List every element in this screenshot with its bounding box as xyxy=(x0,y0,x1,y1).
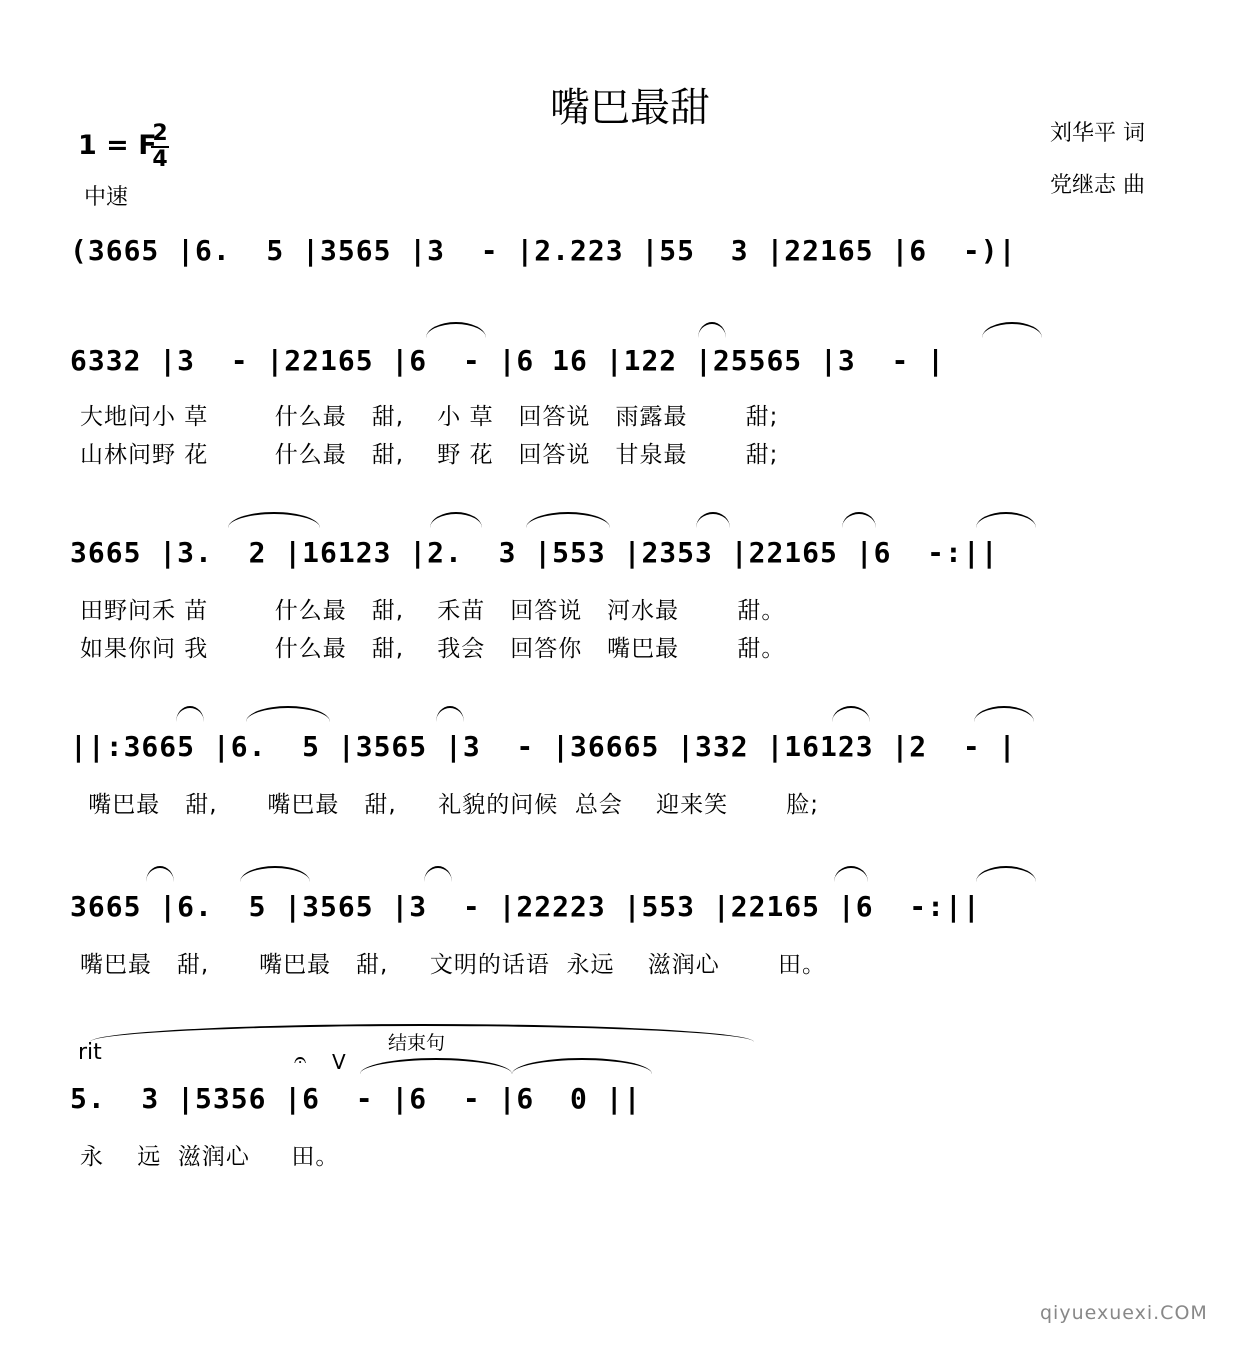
page-title: 嘴巴最甜 xyxy=(550,85,710,131)
breath-mark-icon: V xyxy=(332,1050,346,1074)
notes-line: 6332 |3 - |22165 |6 - |6 16 |122 |25565 |3 - | xyxy=(70,344,946,377)
notes-line: 5. 3 |5356 |6 - |6 - |6 0 || xyxy=(70,1082,642,1115)
notes-line: 3665 |3. 2 |16123 |2. 3 |553 |2353 |22165 |6 -:|| xyxy=(70,536,999,569)
lyric-line: 嘴巴最 甜, 嘴巴最 甜, 礼貌的问候 总会 迎来笑 脸; xyxy=(80,792,820,818)
time-signature xyxy=(150,122,170,172)
rit-marking: rit xyxy=(78,1040,102,1065)
lyric-line: 大地问小 草 什么最 甜, 小 草 回答说 雨露最 甜; xyxy=(80,404,779,430)
lyric-line: 嘴巴最 甜, 嘴巴最 甜, 文明的话语 永远 滋润心 田。 xyxy=(80,952,826,978)
notes-line: (3665 |6. 5 |3565 |3 - |2.223 |55 3 |22165 |6 -)| xyxy=(70,234,1017,267)
fermata-icon: 𝄐 xyxy=(294,1048,307,1073)
staff-system-1 xyxy=(70,234,1200,294)
staff-system-2 xyxy=(70,344,1200,404)
time-denominator: 4 xyxy=(152,147,168,172)
lyric-line: 山林问野 花 什么最 甜, 野 花 回答说 甘泉最 甜; xyxy=(80,442,779,468)
ending-label: 结束句 xyxy=(388,1032,446,1054)
lyricist-credit: 刘华平 词 xyxy=(1050,121,1145,146)
lyric-line: 如果你问 我 什么最 甜, 我会 回答你 嘴巴最 甜。 xyxy=(80,636,786,662)
notes-line: ||:3665 |6. 5 |3565 |3 - |36665 |332 |16123 |2 - | xyxy=(70,730,1017,763)
key-label: 1 = F xyxy=(78,130,157,161)
tie-arc xyxy=(512,1058,652,1074)
staff-system-4 xyxy=(70,730,1200,790)
staff-system-6 xyxy=(70,1082,1200,1142)
staff-system-3 xyxy=(70,536,1200,596)
watermark: qiyuexuexi.COM xyxy=(1040,1302,1208,1324)
tie-arc xyxy=(360,1058,512,1074)
composer-credit: 党继志 曲 xyxy=(1050,173,1145,198)
tempo-marking: 中速 xyxy=(84,185,129,210)
time-numerator: 2 xyxy=(152,121,168,146)
staff-system-5 xyxy=(70,890,1200,950)
lyric-line: 田野问禾 苗 什么最 甜, 禾苗 回答说 河水最 甜。 xyxy=(80,598,786,624)
key-signature xyxy=(78,121,168,172)
lyric-line: 永 远 滋润心 田。 xyxy=(80,1144,340,1170)
notes-line: 3665 |6. 5 |3565 |3 - |22223 |553 |22165 |6 -:|| xyxy=(70,890,981,923)
